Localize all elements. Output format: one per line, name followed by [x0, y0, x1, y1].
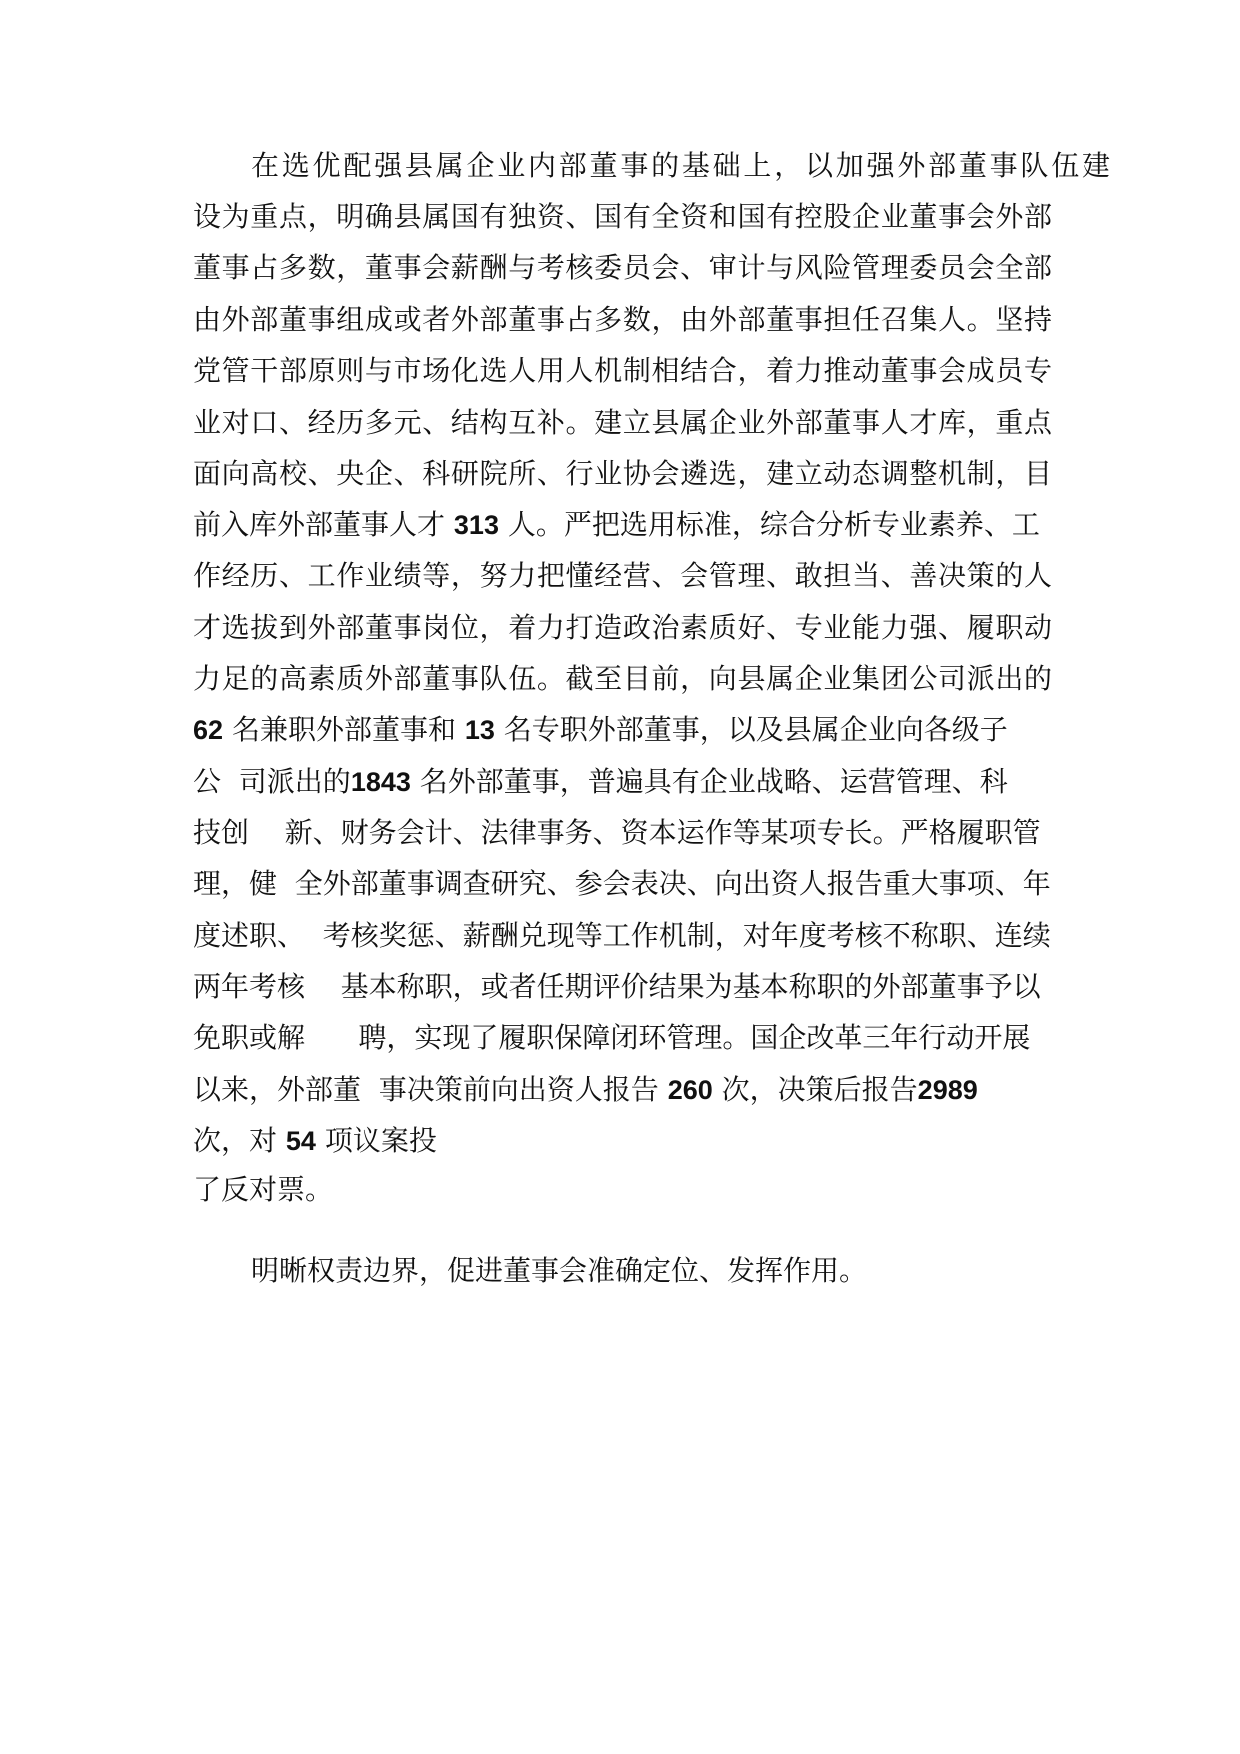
paragraph-1-line-20: [193, 1121, 437, 1161]
paragraph-1-line-13: [193, 762, 1008, 802]
text-segment: 名兼职外部董事和: [223, 713, 465, 746]
paragraph-1-line-21: 了反对票。: [193, 1173, 334, 1206]
paragraph-1-line-7: 面向高校、央企、科研院所、行业协会遴选，建立动态调整机制，目: [193, 457, 1052, 490]
paragraph-1-line-18: 免职或解 聘，实现了履职保障闭环管理。国企改革三年行动开展: [193, 1021, 1031, 1054]
number-2989: 2989: [917, 1075, 978, 1105]
text-segment: 公 司派出的: [193, 765, 351, 798]
paragraph-1-line-16: 度述职、 考核奖惩、薪酬兑现等工作机制，对年度考核不称职、连续: [193, 919, 1051, 952]
text-segment: 次，决策后报告: [712, 1073, 918, 1106]
text-segment: 次，对: [193, 1124, 286, 1157]
paragraph-1-line-11: 力足的高素质外部董事队伍。截至目前，向县属企业集团公司派出的: [193, 662, 1052, 695]
paragraph-1-line-6: 业对口、经历多元、结构互补。建立县属企业外部董事人才库，重点: [193, 406, 1052, 439]
paragraph-1-line-1: 在选优配强县属企业内部董事的基础上，以加强外部董事队伍建: [251, 149, 1110, 182]
text-segment: 人。严把选用标准，综合分析专业素养、工: [498, 508, 1040, 541]
paragraph-1-line-5: 党管干部原则与市场化选人用人机制相结合，着力推动董事会成员专: [193, 354, 1052, 387]
text-segment: 前入库外部董事人才: [193, 508, 454, 541]
paragraph-1-line-15: 理，健 全外部董事调查研究、参会表决、向出资人报告重大事项、年: [193, 867, 1051, 900]
paragraph-1-line-8: [193, 505, 1040, 545]
number-260: 260: [667, 1075, 713, 1105]
paragraph-1-line-12: [193, 710, 1008, 750]
paragraph-1-line-17: 两年考核 基本称职，或者任期评价结果为基本称职的外部董事予以: [193, 970, 1041, 1003]
paragraph-1-line-3: 董事占多数，董事会薪酬与考核委员会、审计与风险管理委员会全部: [193, 251, 1052, 284]
number-13: 13: [464, 715, 495, 745]
paragraph-1-line-14: 技创 新、财务会计、法律事务、资本运作等某项专长。严格履职管: [193, 816, 1041, 849]
text-segment: 以来，外部董 事决策前向出资人报告: [193, 1073, 668, 1106]
paragraph-1-line-9: 作经历、工作业绩等，努力把懂经营、会管理、敢担当、善决策的人: [193, 559, 1052, 592]
number-313: 313: [453, 510, 499, 540]
text-segment: 名外部董事，普遍具有企业战略、运营管理、科: [410, 765, 1008, 798]
paragraph-1-line-4: 由外部董事组成或者外部董事占多数，由外部董事担任召集人。坚持: [193, 303, 1052, 336]
paragraph-1-line-10: 才选拔到外部董事岗位，着力打造政治素质好、专业能力强、履职动: [193, 611, 1052, 644]
paragraph-2: 明晰权责边界，促进董事会准确定位、发挥作用。: [251, 1254, 868, 1287]
number-1843: 1843: [350, 767, 411, 797]
number-54: 54: [285, 1126, 316, 1156]
paragraph-1-line-2: 设为重点，明确县属国有独资、国有全资和国有控股企业董事会外部: [193, 200, 1052, 233]
text-segment: 名专职外部董事，以及县属企业向各级子: [494, 713, 1008, 746]
number-62: 62: [193, 715, 224, 745]
paragraph-1-line-19: [193, 1070, 978, 1110]
text-segment: 项议案投: [315, 1124, 437, 1157]
